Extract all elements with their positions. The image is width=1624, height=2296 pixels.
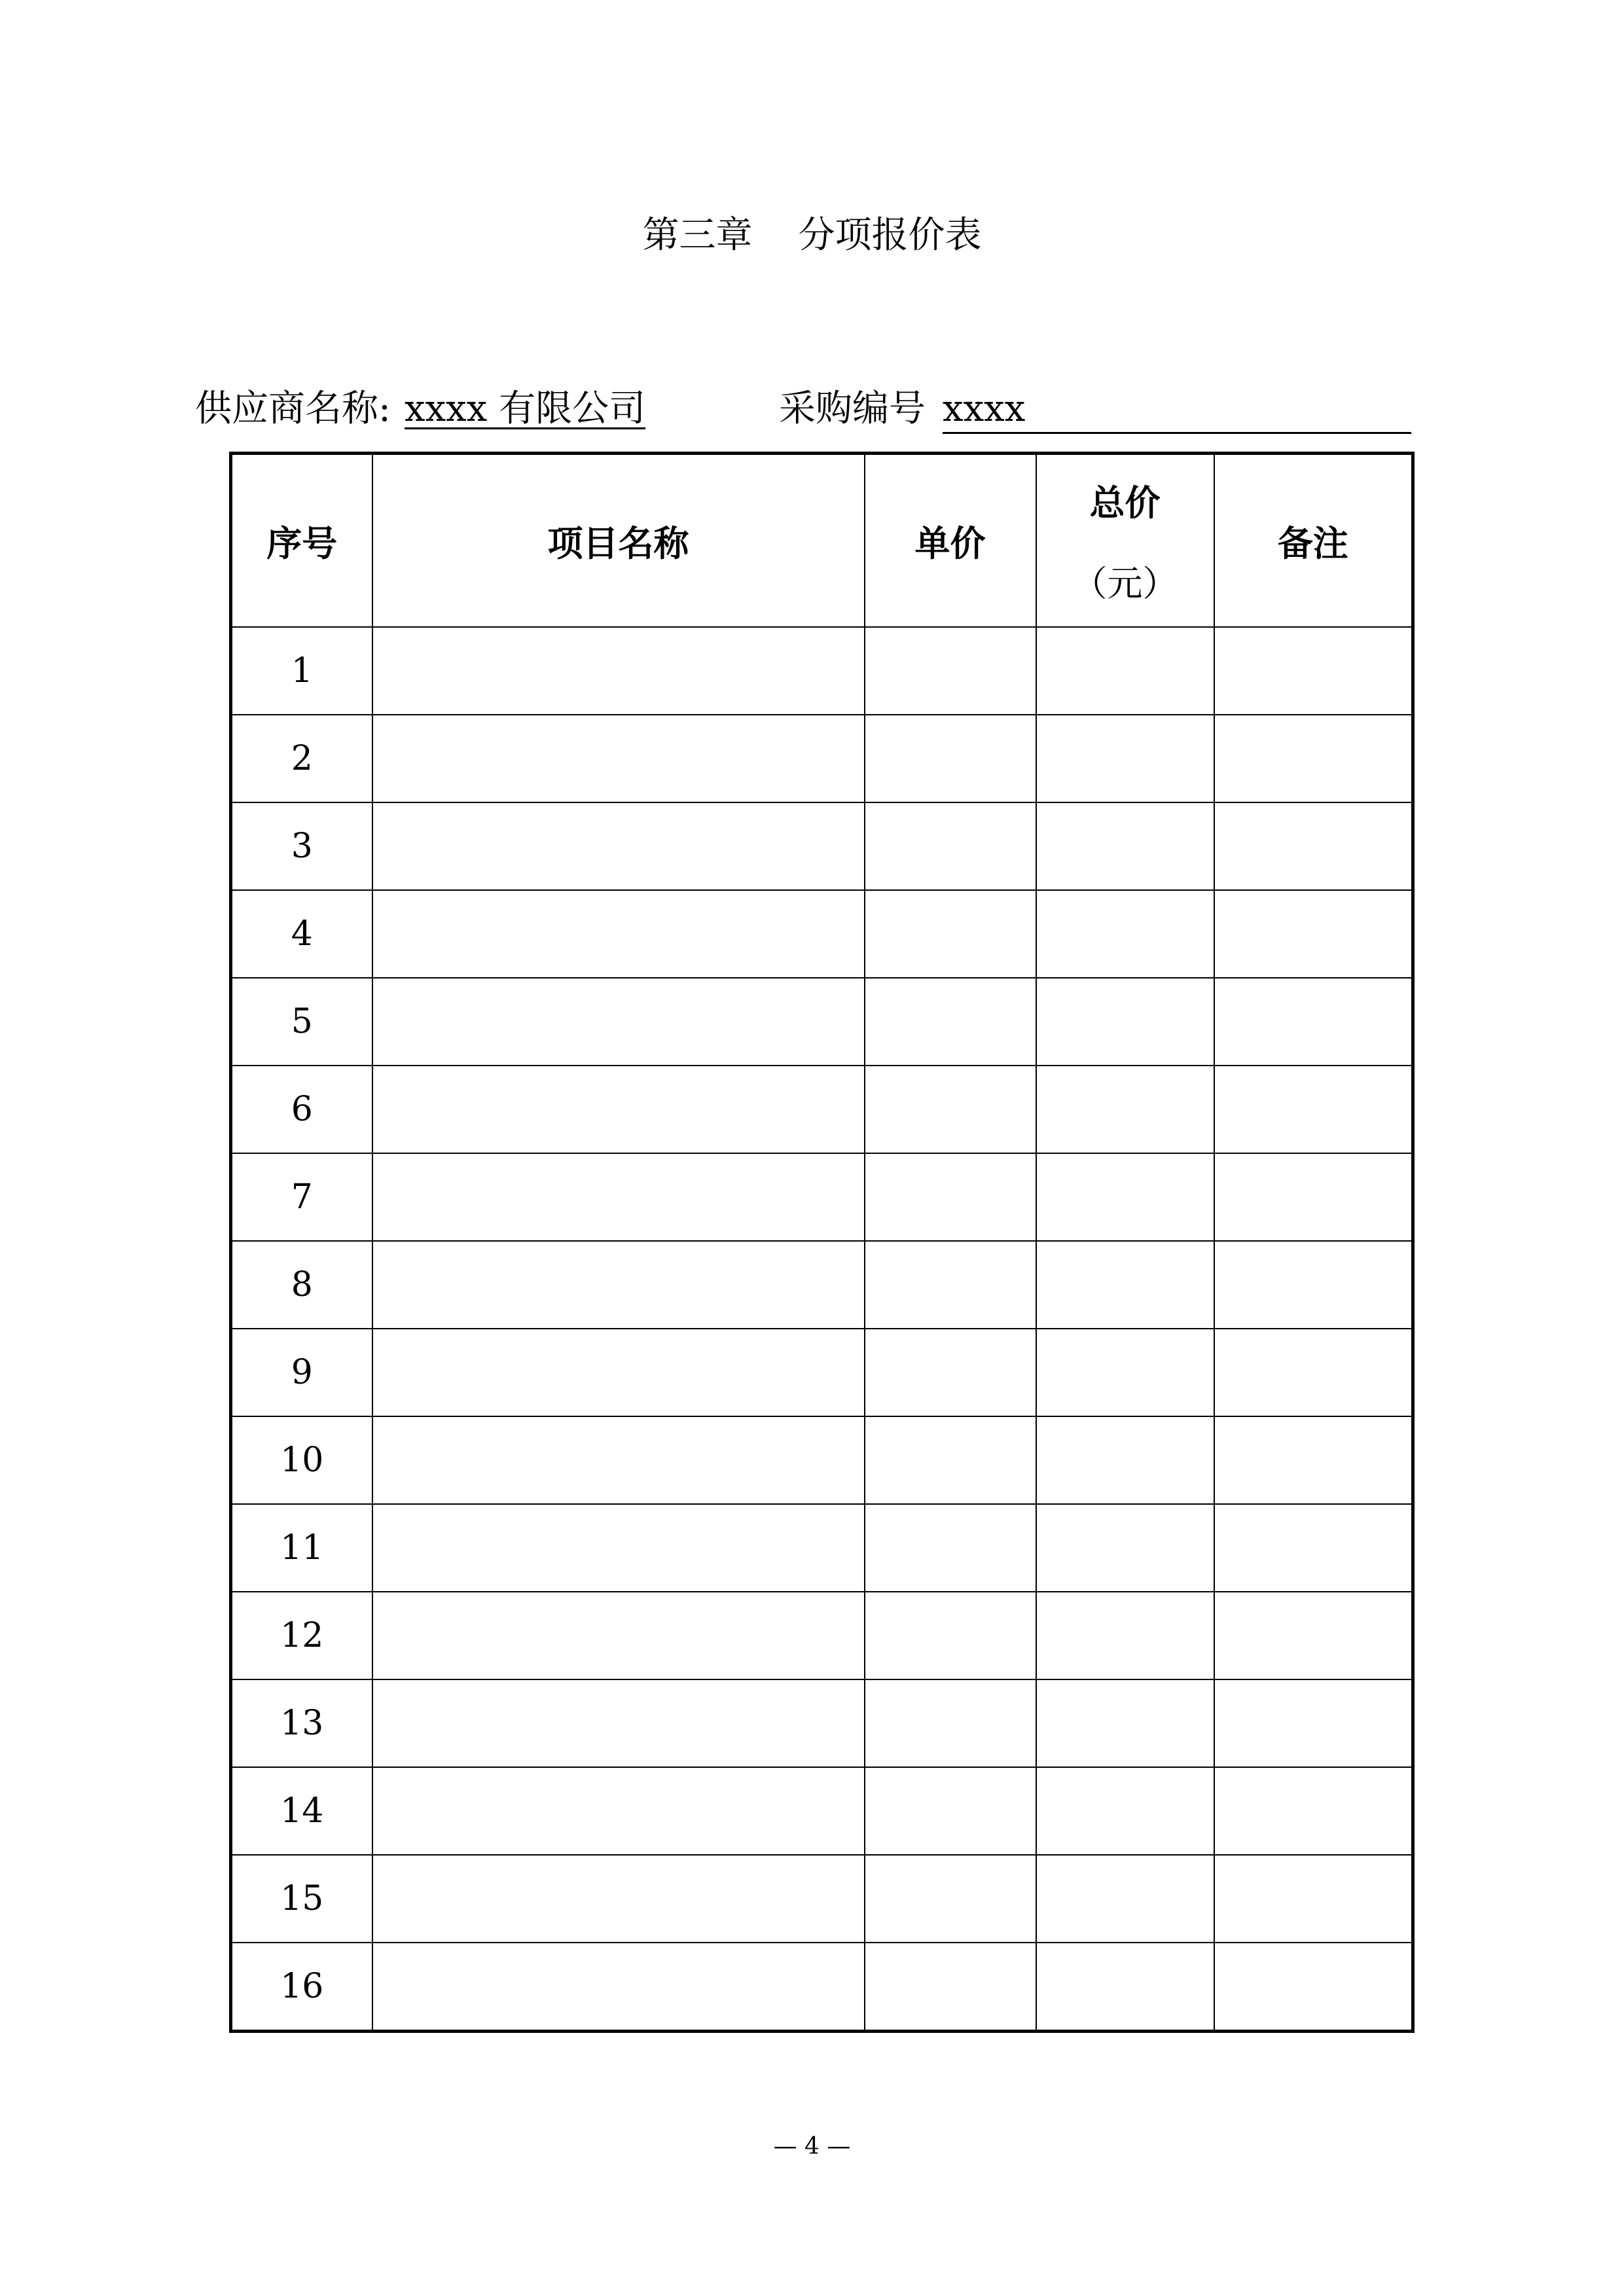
item-name-cell[interactable] (372, 1767, 865, 1855)
chapter-label: 第三章 (642, 214, 753, 257)
seq-cell: 7 (231, 1153, 372, 1241)
unit-price-cell[interactable] (865, 1767, 1036, 1855)
remarks-cell[interactable] (1214, 978, 1413, 1066)
total-price-cell[interactable] (1036, 1066, 1214, 1153)
seq-cell: 12 (231, 1592, 372, 1679)
seq-cell: 13 (231, 1679, 372, 1767)
remarks-cell[interactable] (1214, 1066, 1413, 1153)
remarks-cell[interactable] (1214, 1153, 1413, 1241)
item-name-cell[interactable] (372, 1066, 865, 1153)
seq-cell: 10 (231, 1416, 372, 1504)
seq-cell: 14 (231, 1767, 372, 1855)
total-price-cell[interactable] (1036, 1241, 1214, 1329)
total-price-cell[interactable] (1036, 890, 1214, 978)
item-name-cell[interactable] (372, 890, 865, 978)
item-name-cell[interactable] (372, 1504, 865, 1592)
table-row (231, 802, 1413, 890)
table-row (231, 1767, 1413, 1855)
remarks-cell[interactable] (1214, 1679, 1413, 1767)
table-row (231, 1504, 1413, 1592)
header-remarks: 备注 (1214, 454, 1413, 628)
table-row (231, 1416, 1413, 1504)
remarks-cell[interactable] (1214, 1416, 1413, 1504)
seq-cell: 15 (231, 1855, 372, 1943)
total-price-cell[interactable] (1036, 1679, 1214, 1767)
table-row (231, 1066, 1413, 1153)
seq-cell: 5 (231, 978, 372, 1066)
table-title: 分项报价表 (798, 214, 982, 257)
total-price-cell[interactable] (1036, 1943, 1214, 2032)
item-name-cell[interactable] (372, 1416, 865, 1504)
header-total-price-label: 总价 (1089, 482, 1161, 524)
seq-cell: 16 (231, 1943, 372, 2032)
total-price-cell[interactable] (1036, 1416, 1214, 1504)
remarks-cell[interactable] (1214, 1329, 1413, 1416)
unit-price-cell[interactable] (865, 1153, 1036, 1241)
item-name-cell[interactable] (372, 1241, 865, 1329)
page-number: — 4 — (773, 2133, 851, 2160)
purchase-number-label: 采购编号 (779, 387, 926, 430)
total-price-cell[interactable] (1036, 1504, 1214, 1592)
table-row (231, 1153, 1413, 1241)
unit-price-cell[interactable] (865, 1592, 1036, 1679)
remarks-cell[interactable] (1214, 1241, 1413, 1329)
total-price-cell[interactable] (1036, 1153, 1214, 1241)
total-price-cell[interactable] (1036, 1592, 1214, 1679)
table-row (231, 627, 1413, 715)
info-line (195, 380, 1411, 439)
total-price-cell[interactable] (1036, 1767, 1214, 1855)
header-unit-price: 单价 (865, 454, 1036, 628)
remarks-cell[interactable] (1214, 1943, 1413, 2032)
item-name-cell[interactable] (372, 802, 865, 890)
total-price-cell[interactable] (1036, 715, 1214, 802)
supplier-value: xxxx 有限公司 (405, 387, 646, 430)
page-title (0, 206, 1624, 265)
item-name-cell[interactable] (372, 1329, 865, 1416)
item-name-cell[interactable] (372, 715, 865, 802)
table-body (231, 627, 1413, 2032)
unit-price-cell[interactable] (865, 802, 1036, 890)
header-total-price-unit: （元） (1072, 563, 1178, 604)
item-name-cell[interactable] (372, 1943, 865, 2032)
unit-price-cell[interactable] (865, 978, 1036, 1066)
item-name-cell[interactable] (372, 978, 865, 1066)
unit-price-cell[interactable] (865, 1066, 1036, 1153)
seq-cell: 2 (231, 715, 372, 802)
seq-cell: 3 (231, 802, 372, 890)
item-name-cell[interactable] (372, 1679, 865, 1767)
table-row (231, 978, 1413, 1066)
item-name-cell[interactable] (372, 1855, 865, 1943)
remarks-cell[interactable] (1214, 890, 1413, 978)
total-price-cell[interactable] (1036, 1329, 1214, 1416)
header-seq: 序号 (231, 454, 372, 628)
item-name-cell[interactable] (372, 1592, 865, 1679)
seq-cell: 11 (231, 1504, 372, 1592)
unit-price-cell[interactable] (865, 1855, 1036, 1943)
seq-cell: 9 (231, 1329, 372, 1416)
unit-price-cell[interactable] (865, 1943, 1036, 2032)
unit-price-cell[interactable] (865, 1416, 1036, 1504)
table-row (231, 1855, 1413, 1943)
item-name-cell[interactable] (372, 1153, 865, 1241)
total-price-cell[interactable] (1036, 802, 1214, 890)
unit-price-cell[interactable] (865, 627, 1036, 715)
seq-cell: 4 (231, 890, 372, 978)
item-name-cell[interactable] (372, 627, 865, 715)
seq-cell: 1 (231, 627, 372, 715)
table-row (231, 890, 1413, 978)
total-price-cell[interactable] (1036, 627, 1214, 715)
unit-price-cell[interactable] (865, 715, 1036, 802)
unit-price-cell[interactable] (865, 890, 1036, 978)
remarks-cell[interactable] (1214, 627, 1413, 715)
seq-cell: 6 (231, 1066, 372, 1153)
quote-table (229, 452, 1415, 2033)
supplier-label: 供应商名称: (195, 387, 391, 430)
unit-price-cell[interactable] (865, 1241, 1036, 1329)
remarks-cell[interactable] (1214, 1504, 1413, 1592)
table-row (231, 1241, 1413, 1329)
remarks-cell[interactable] (1214, 1855, 1413, 1943)
header-item-name: 项目名称 (372, 454, 865, 628)
table-header-row (231, 454, 1413, 628)
remarks-cell[interactable] (1214, 1767, 1413, 1855)
remarks-cell[interactable] (1214, 715, 1413, 802)
unit-price-cell[interactable] (865, 1329, 1036, 1416)
total-price-cell[interactable] (1036, 978, 1214, 1066)
table-row (231, 1679, 1413, 1767)
table-row (231, 1592, 1413, 1679)
purchase-number-value: xxxx (943, 380, 1411, 434)
unit-price-cell[interactable] (865, 1679, 1036, 1767)
remarks-cell[interactable] (1214, 802, 1413, 890)
table-row (231, 1943, 1413, 2032)
table-row (231, 1329, 1413, 1416)
header-total-price (1036, 454, 1214, 628)
unit-price-cell[interactable] (865, 1504, 1036, 1592)
seq-cell: 8 (231, 1241, 372, 1329)
table-row (231, 715, 1413, 802)
total-price-cell[interactable] (1036, 1855, 1214, 1943)
remarks-cell[interactable] (1214, 1592, 1413, 1679)
